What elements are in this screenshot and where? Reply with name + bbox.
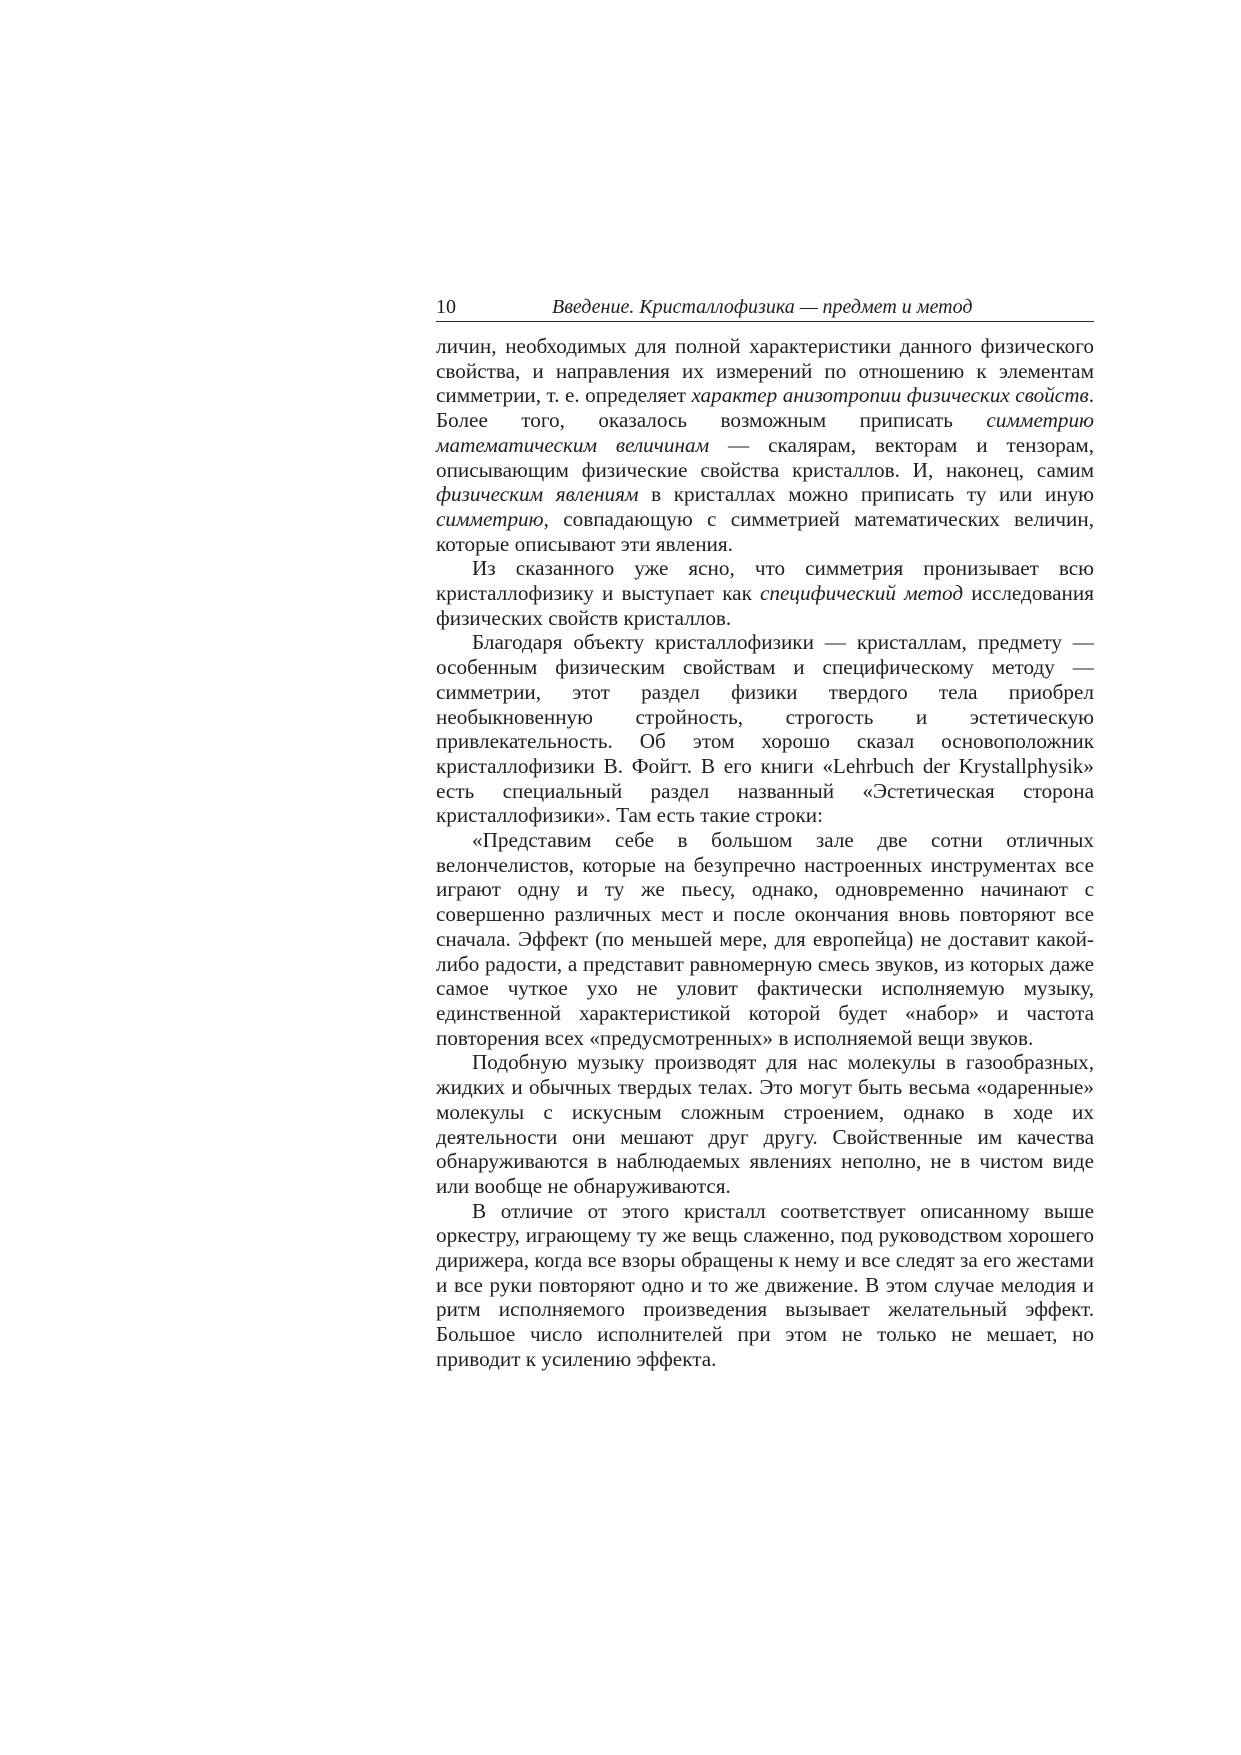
- paragraph-text: Подобную музыку производят для нас молекулы в газообразных, жидких и обычных твердых телах. Это могут быть весьма «одаренные» молекулы с искусным сложным строением, однако в ходе их деятельности они мешают друг другу. Свойственные им качества обнаруживаются в наблюдаемых явлениях неполно, не в чистом виде или вообще не обнаруживаются.: [436, 1050, 1094, 1198]
- paragraph-text: личин, необходимых для полной характеристики данного физического свойства, и направления их измерений по отношению к элементам симметрии, т. е. определяет: [436, 334, 1094, 408]
- paragraph-6: [436, 1199, 1094, 1372]
- emphasis-text: специфический метод: [760, 581, 964, 606]
- paragraph-text: . Более того, оказалось возможным приписать: [436, 383, 1094, 433]
- paragraph-2: [436, 556, 1094, 630]
- paragraph-text: «Представим себе в большом зале две сотни отличных велончелистов, которые на безупречно настроенных инструментах все играют одну и ту же пьесу, однако, одновременно начинают с совершенно различных мест и после окончания вновь повторяют все сначала. Эффект (по меньшей мере, для европейца) не доставит какой-либо радости, а представит равномерную смесь звуков, из которых даже самое чуткое ухо не уловит фактически исполняемую музыку, единственной характеристикой которой будет «набор» и частота повторения всех «предусмотренных» в исполняемой вещи звуков.: [436, 828, 1094, 1050]
- paragraph-text: , совпадающую с симметрией математических величин, которые описывают эти явления.: [436, 506, 1094, 556]
- emphasis-text: симметрию: [436, 506, 544, 531]
- emphasis-text: характер анизотропии физических свойств: [691, 383, 1089, 408]
- emphasis-text: физическим явлениям: [436, 482, 639, 507]
- paragraph-5: [436, 1050, 1094, 1198]
- paragraph-3: [436, 630, 1094, 828]
- running-title: Введение. Кристаллофизика — предмет и метод: [552, 296, 973, 318]
- emphasis-text: симметрию математическим величинам: [436, 408, 1094, 457]
- paragraph-1: [436, 334, 1094, 556]
- book-page: [436, 293, 1094, 1372]
- body-text: [436, 334, 1094, 1372]
- paragraph-text: В отличие от этого кристалл соответствует описанному выше оркестру, играющему ту же вещь слаженно, под руководством хорошего дирижера, когда все взоры обращены к нему и все следят за его жестами и все руки повторяют одно и то же движение. В этом случае мелодия и ритм исполняемого произведения вызывает желательный эффект. Большое число исполнителей при этом не только не мешает, но приводит к усилению эффекта.: [436, 1198, 1094, 1371]
- running-head: [436, 293, 1094, 322]
- page-number: 10: [436, 296, 456, 318]
- paragraph-text: Благодаря объекту кристаллофизики — кристаллам, предмету — особенным физическим свойствам и специфическому методу — симметрии, этот раздел физики твердого тела приобрел необыкновенную стройность, строгость и эстетическую привлекательность. Об этом хорошо сказал основоположник кристаллофизики В. Фойгт. В его книги «Lehrbuch der Krystallphysik» есть специальный раздел названный «Эстетическая сторона кристаллофизики». Там есть такие строки:: [436, 630, 1094, 828]
- paragraph-text: Из сказанного уже ясно, что симметрия пронизывает всю кристаллофизику и выступает как: [436, 556, 1094, 606]
- paragraph-text: исследования физических свойств кристаллов.: [436, 581, 1094, 630]
- paragraph-text: — скалярам, векторам и тензорам, описывающим физические свойства кристаллов. И, наконец, самим: [436, 432, 1094, 482]
- paragraph-4-quote: [436, 828, 1094, 1050]
- paragraph-text: в кристаллах можно приписать ту или иную: [638, 482, 1094, 507]
